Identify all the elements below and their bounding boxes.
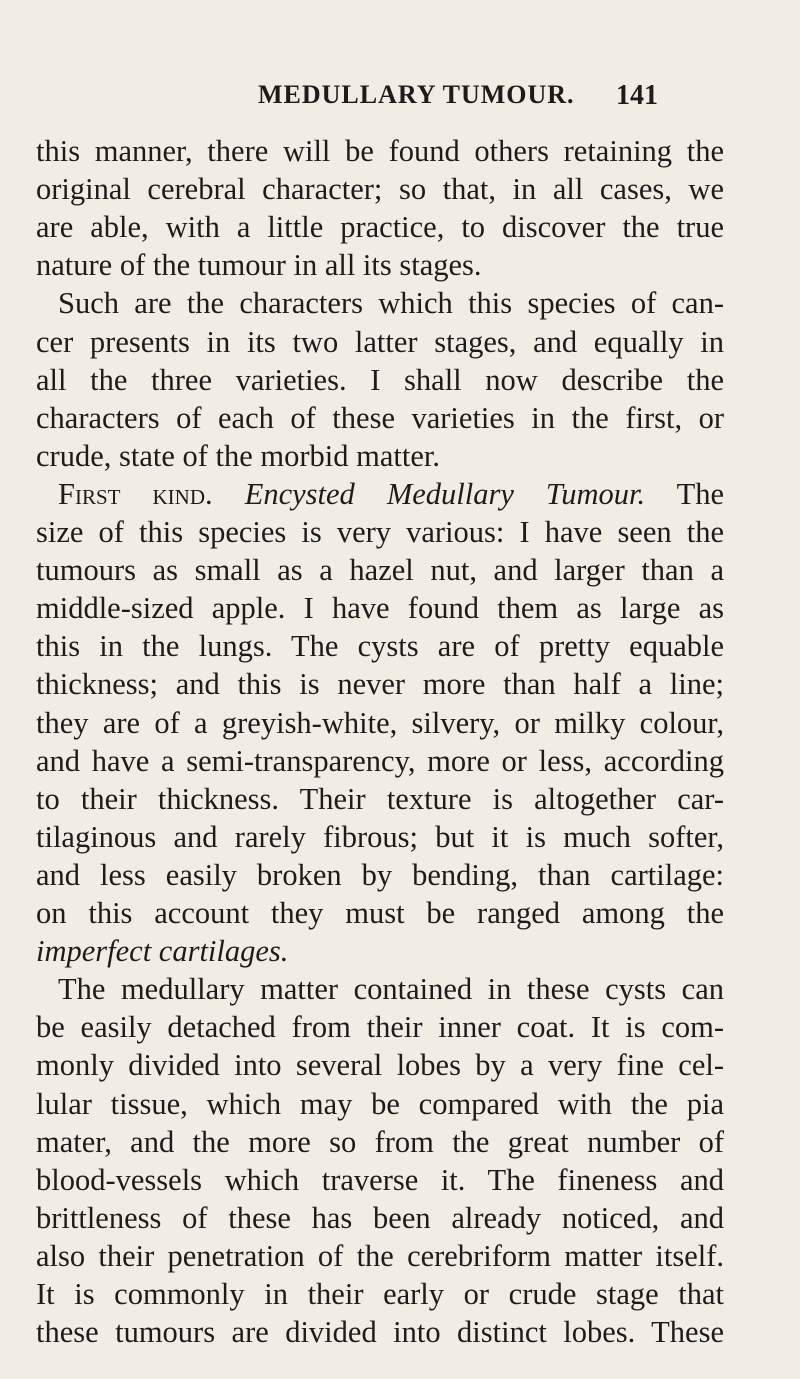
text-line <box>36 512 724 552</box>
text-line <box>36 550 724 590</box>
line-text: blood-vessels which traverse it. The fineness and <box>36 1162 724 1197</box>
text-line <box>36 1007 724 1047</box>
line-text: this manner, there will be found others retaining the <box>36 134 724 168</box>
line-text: It is commonly in their early or crude stage that <box>36 1277 724 1311</box>
line-text: characters of each of these varieties in the first, or <box>36 400 724 435</box>
line-text: lular tissue, which may be compared with the pia <box>36 1086 724 1121</box>
text-line <box>36 1312 724 1352</box>
line-text: mater, and the more so from the great number of <box>36 1124 724 1159</box>
line-text <box>213 477 245 511</box>
line-text: are able, with a little practice, to discover the true <box>36 210 724 245</box>
text-line <box>36 893 724 933</box>
text-line <box>36 588 724 628</box>
text-line <box>36 436 724 476</box>
line-text: Such are the characters which this species of can- <box>58 286 724 321</box>
line-text: also their penetration of the cerebriform matter itself. <box>36 1238 724 1273</box>
text-line <box>36 1274 724 1314</box>
line-text: crude, state of the morbid matter. <box>36 438 440 473</box>
line-text: and have a semi-transparency, more or less, according <box>36 743 724 778</box>
text-line <box>36 398 724 438</box>
section-label: First kind. <box>58 476 213 511</box>
text-line <box>36 626 724 666</box>
text-line <box>36 703 724 743</box>
text-line <box>58 969 724 1009</box>
line-text: brittleness of these has been already noticed, and <box>36 1200 724 1235</box>
italic-text: imperfect cartilages. <box>36 934 289 969</box>
text-line <box>58 474 724 514</box>
line-text: these tumours are divided into distinct lobes. These <box>36 1315 724 1350</box>
text-line <box>36 322 724 362</box>
line-text: tilaginous and rarely fibrous; but it is much softer, <box>36 819 724 854</box>
line-text: The <box>645 476 725 511</box>
line-text: and less easily broken by bending, than cartilage: <box>36 857 724 892</box>
line-text: middle-sized apple. I have found them as large as <box>36 591 724 626</box>
text-line <box>36 817 724 857</box>
text-line <box>36 1236 724 1276</box>
text-line <box>36 1084 724 1124</box>
line-text: cer presents in its two latter stages, and equally in <box>36 324 724 359</box>
text-line <box>36 360 724 400</box>
text-line <box>36 664 724 704</box>
running-head <box>0 80 800 116</box>
italic-text: Encysted Medullary Tumour. <box>244 476 646 511</box>
line-text: nature of the tumour in all its stages. <box>36 248 482 283</box>
text-line <box>36 169 724 209</box>
text-line <box>36 931 724 971</box>
line-text: to their thickness. Their texture is altogether car- <box>36 781 724 816</box>
text-line <box>36 855 724 895</box>
text-line <box>36 1198 724 1238</box>
text-line <box>36 779 724 819</box>
line-text: all the three varieties. I shall now describe the <box>36 362 724 397</box>
text-line <box>36 741 724 781</box>
text-line <box>36 245 724 285</box>
page-number: 141 <box>616 80 658 111</box>
line-text: this in the lungs. The cysts are of pretty equable <box>36 629 724 664</box>
line-text: thickness; and this is never more than half a line; <box>36 667 724 702</box>
line-text: tumours as small as a hazel nut, and larger than a <box>36 553 724 588</box>
text-line <box>36 131 724 171</box>
line-text: The medullary matter contained in these cysts can <box>58 972 724 1007</box>
line-text: they are of a greyish-white, silvery, or milky colour, <box>36 705 724 740</box>
running-title: MEDULLARY TUMOUR. <box>258 80 575 109</box>
line-text: monly divided into several lobes by a very fine cel- <box>36 1048 724 1083</box>
line-text: be easily detached from their inner coat. It is com- <box>36 1010 724 1045</box>
text-line <box>36 1160 724 1200</box>
line-text: original cerebral character; so that, in all cases, we <box>36 172 724 207</box>
line-text: on this account they must be ranged among the <box>36 896 724 930</box>
line-text: size of this species is very various: I have seen the <box>36 515 724 549</box>
text-line <box>36 207 724 247</box>
text-line <box>36 1045 724 1085</box>
text-line <box>36 1122 724 1162</box>
text-line <box>58 283 724 323</box>
